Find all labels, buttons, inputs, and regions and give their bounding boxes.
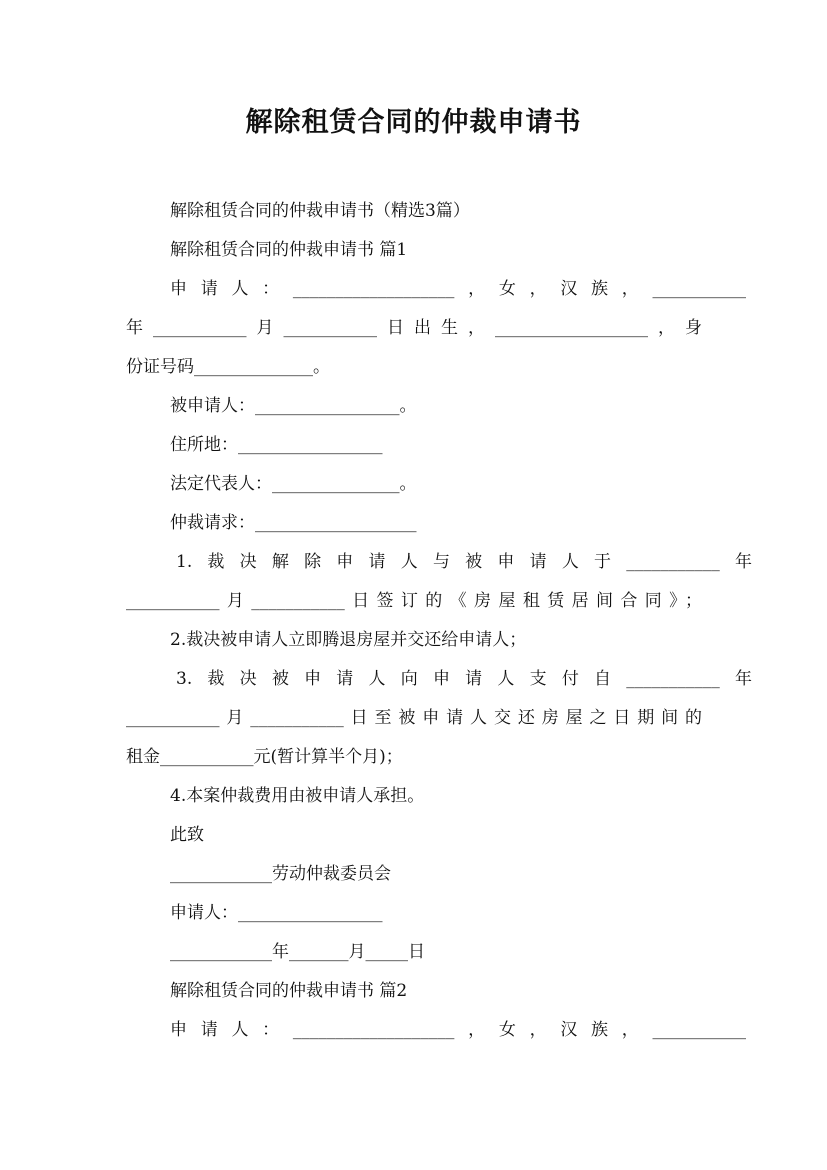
- subtitle-line: 解除租赁合同的仲裁申请书（精选3篇）: [170, 201, 470, 221]
- request-item-1-cont: ___________月___________日签订的《房屋租赁居间合同》；: [126, 591, 702, 611]
- salutation-line: 此致: [170, 825, 204, 845]
- applicant-line-2: 申请人：___________________，女，汉族，___________: [170, 1020, 746, 1040]
- request-item-3: 3.裁决被申请人向申请人支付自___________年: [176, 669, 752, 689]
- birth-date-line: 年___________月___________日出生，__________________，身: [126, 318, 702, 338]
- applicant-line: 申请人：___________________，女，汉族，___________: [170, 279, 746, 299]
- request-item-2: 2.裁决被申请人立即腾退房屋并交还给申请人；: [170, 630, 527, 650]
- committee-line: ____________劳动仲裁委员会: [170, 864, 391, 884]
- legal-representative-line: 法定代表人：_______________。: [170, 474, 417, 494]
- section-heading-2: 解除租赁合同的仲裁申请书 篇2: [170, 981, 408, 1001]
- signature-date-line: ____________年_______月_____日: [170, 942, 425, 962]
- respondent-line: 被申请人：_________________。: [170, 396, 417, 416]
- request-item-4: 4.本案仲裁费用由被申请人承担。: [170, 786, 425, 806]
- request-item-3-cont: ___________月___________日至被申请人交还房屋之日期间的: [126, 708, 702, 728]
- arbitration-request-line: 仲裁请求：___________________: [170, 513, 417, 533]
- section-heading-1: 解除租赁合同的仲裁申请书 篇1: [170, 240, 408, 260]
- id-number-line: 份证号码______________。: [126, 357, 330, 377]
- request-item-1: 1.裁决解除申请人与被申请人于___________年: [176, 552, 752, 572]
- document-title: 解除租赁合同的仲裁申请书: [245, 107, 582, 138]
- address-line: 住所地：_________________: [170, 435, 383, 455]
- signature-applicant-line: 申请人：_________________: [170, 903, 383, 923]
- request-item-3-cont-2: 租金___________元(暂计算半个月)；: [126, 747, 403, 767]
